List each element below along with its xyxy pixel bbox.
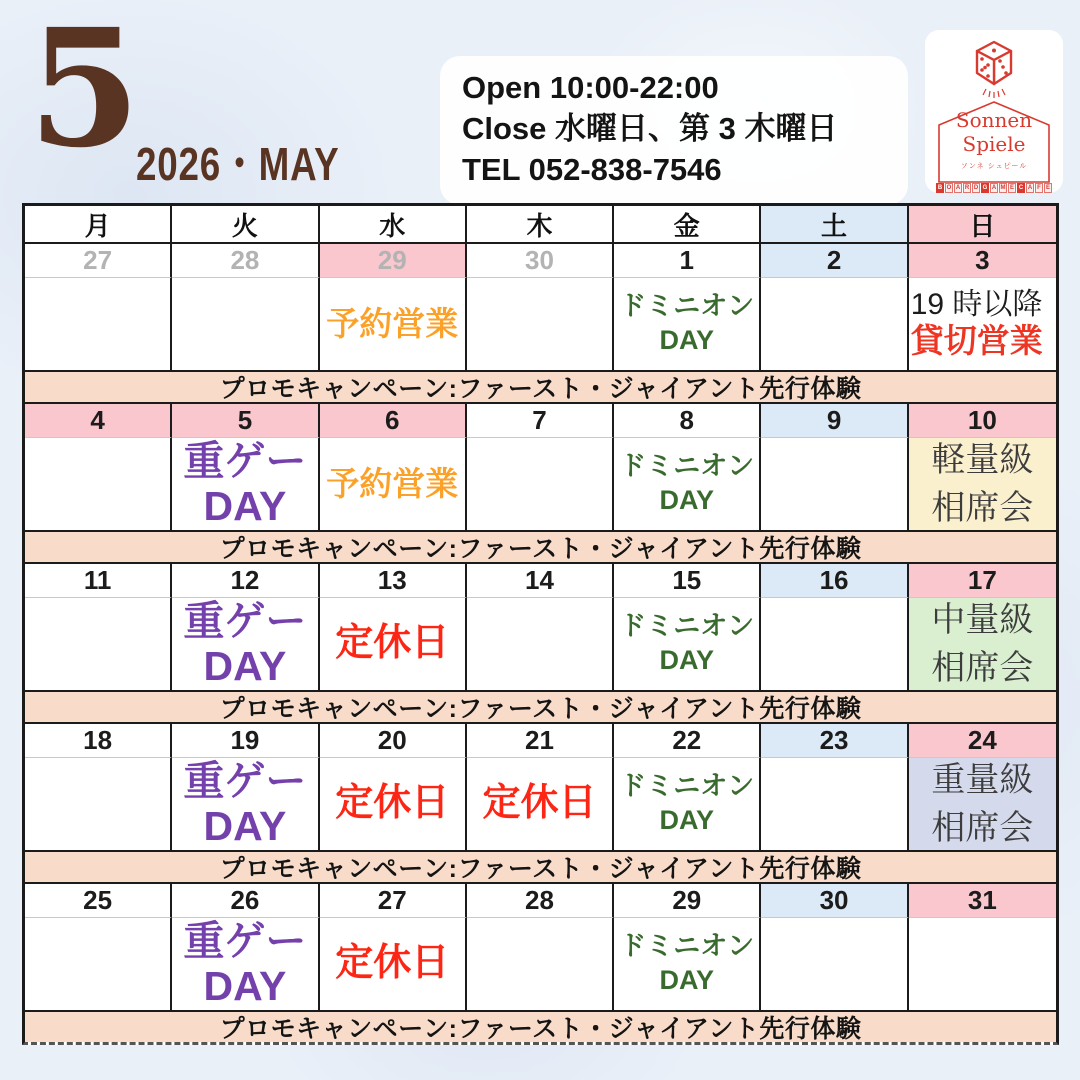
date-cell-31: 31 — [909, 884, 1056, 918]
empty-event-cell — [25, 598, 172, 692]
event-cell — [320, 598, 467, 692]
date-cell-5: 5 — [172, 404, 319, 438]
event-cell — [909, 598, 1056, 692]
event-text: 予約営業 — [326, 465, 459, 503]
event-text: ドミニオン — [619, 291, 755, 322]
empty-event-cell — [467, 438, 614, 532]
date-cell-16: 16 — [761, 564, 908, 598]
event-text: DAY — [659, 485, 715, 515]
weekday-header-土: 土 — [761, 206, 908, 244]
event-cell — [909, 758, 1056, 852]
date-cell-27: 27 — [25, 244, 172, 278]
event-text: DAY — [203, 803, 287, 849]
date-cell-13: 13 — [320, 564, 467, 598]
empty-event-cell — [761, 598, 908, 692]
event-text: 19 時以降 — [910, 287, 1043, 321]
event-cell — [614, 438, 761, 532]
logo-letter-box: O — [946, 185, 952, 191]
date-cell-6: 6 — [320, 404, 467, 438]
event-text: ドミニオン — [619, 611, 755, 642]
event-text: 重ゲー — [183, 597, 307, 644]
event-text: DAY — [659, 805, 715, 835]
date-cell-3: 3 — [909, 244, 1056, 278]
date-cell-12: 12 — [172, 564, 319, 598]
date-cell-29: 29 — [320, 244, 467, 278]
logo-letter-box: E — [1045, 185, 1050, 191]
event-cell — [467, 758, 614, 852]
promo-banner: プロモキャンペーン:ファースト・ジャイアント先行体験 — [25, 852, 1056, 884]
date-cell-21: 21 — [467, 724, 614, 758]
close-days-text: Close 水曜日、第 3 木曜日 — [462, 110, 838, 146]
empty-event-cell — [761, 438, 908, 532]
empty-event-cell — [761, 918, 908, 1012]
date-cell-17: 17 — [909, 564, 1056, 598]
date-cell-18: 18 — [25, 724, 172, 758]
weekday-header-木: 木 — [467, 206, 614, 244]
event-text: 定休日 — [335, 622, 450, 665]
year-month-label: 2026・MAY — [136, 138, 340, 190]
event-cell — [614, 278, 761, 372]
empty-event-cell — [25, 758, 172, 852]
event-cell — [614, 598, 761, 692]
date-cell-25: 25 — [25, 884, 172, 918]
shop-info-box — [440, 56, 908, 205]
empty-event-cell — [761, 758, 908, 852]
date-cell-1: 1 — [614, 244, 761, 278]
empty-event-cell — [467, 598, 614, 692]
event-text: 定休日 — [335, 782, 450, 825]
calendar — [22, 203, 1059, 1045]
logo-letter-box: M — [1000, 185, 1006, 191]
weekday-header-月: 月 — [25, 206, 172, 244]
event-cell — [172, 918, 319, 1012]
event-text: DAY — [659, 325, 715, 355]
logo-letter-box: B — [937, 185, 943, 191]
date-cell-30: 30 — [761, 884, 908, 918]
event-text: 貸切営業 — [910, 322, 1043, 360]
date-cell-22: 22 — [614, 724, 761, 758]
date-cell-8: 8 — [614, 404, 761, 438]
event-text: DAY — [203, 963, 287, 1009]
date-cell-2: 2 — [761, 244, 908, 278]
event-cell — [172, 598, 319, 692]
empty-event-cell — [25, 278, 172, 372]
date-cell-28: 28 — [467, 884, 614, 918]
event-cell — [909, 438, 1056, 532]
event-text: 重ゲー — [183, 757, 307, 804]
empty-event-cell — [909, 918, 1056, 1012]
empty-event-cell — [25, 918, 172, 1012]
logo-letter-box: F — [1035, 183, 1043, 193]
date-cell-9: 9 — [761, 404, 908, 438]
date-cell-14: 14 — [467, 564, 614, 598]
promo-banner: プロモキャンペーン:ファースト・ジャイアント先行体験 — [25, 532, 1056, 564]
event-text: 軽量級 — [931, 440, 1034, 479]
event-cell — [614, 758, 761, 852]
event-cell — [320, 438, 467, 532]
logo-letter-box: C — [1018, 185, 1024, 191]
date-cell-4: 4 — [25, 404, 172, 438]
logo-letter-box: A — [955, 185, 961, 191]
event-text: 重量級 — [931, 760, 1034, 799]
event-cell — [172, 438, 319, 532]
weekday-header-金: 金 — [614, 206, 761, 244]
date-cell-30: 30 — [467, 244, 614, 278]
promo-banner: プロモキャンペーン:ファースト・ジャイアント先行体験 — [25, 692, 1056, 724]
event-text: DAY — [203, 643, 287, 689]
logo-letter-box: A — [1027, 185, 1033, 191]
event-text: ドミニオン — [619, 771, 755, 802]
promo-banner: プロモキャンペーン:ファースト・ジャイアント先行体験 — [25, 372, 1056, 404]
event-text: 重ゲー — [183, 437, 307, 484]
logo-letter-box: G — [982, 185, 988, 191]
date-cell-26: 26 — [172, 884, 319, 918]
date-cell-29: 29 — [614, 884, 761, 918]
empty-event-cell — [172, 278, 319, 372]
logo-name-line1: Sonnen — [955, 108, 1033, 132]
date-cell-28: 28 — [172, 244, 319, 278]
event-text: 相席会 — [931, 809, 1034, 847]
event-text: 中量級 — [931, 600, 1034, 639]
logo-letter-box: R — [964, 185, 970, 191]
sparkle-rays — [983, 89, 1005, 98]
empty-event-cell — [467, 278, 614, 372]
event-text: 重ゲー — [183, 917, 307, 964]
date-cell-11: 11 — [25, 564, 172, 598]
date-cell-24: 24 — [909, 724, 1056, 758]
date-cell-10: 10 — [909, 404, 1056, 438]
weekday-header-火: 火 — [172, 206, 319, 244]
event-text: ドミニオン — [619, 931, 755, 962]
event-text: DAY — [659, 645, 715, 675]
logo-house-frame — [935, 99, 1053, 180]
logo-letter-box: A — [991, 185, 997, 191]
date-cell-27: 27 — [320, 884, 467, 918]
shop-logo — [925, 30, 1063, 193]
date-cell-15: 15 — [614, 564, 761, 598]
date-cell-19: 19 — [172, 724, 319, 758]
logo-letter-box: E — [1009, 185, 1014, 191]
event-text: DAY — [203, 483, 287, 529]
event-text: 定休日 — [335, 942, 450, 985]
empty-event-cell — [25, 438, 172, 532]
promo-banner: プロモキャンペーン:ファースト・ジャイアント先行体験 — [25, 1012, 1056, 1042]
event-text: 定休日 — [482, 782, 597, 825]
open-hours-text: Open 10:00-22:00 — [462, 70, 719, 105]
event-text: 相席会 — [931, 489, 1034, 527]
event-text: ドミニオン — [619, 451, 755, 482]
event-text: 予約営業 — [326, 305, 459, 343]
logo-name-line2: Spiele — [962, 131, 1026, 156]
empty-event-cell — [761, 278, 908, 372]
event-text: 相席会 — [931, 649, 1034, 687]
empty-event-cell — [467, 918, 614, 1012]
month-number: 5 — [28, 0, 141, 184]
event-cell — [320, 758, 467, 852]
event-cell — [172, 758, 319, 852]
date-cell-20: 20 — [320, 724, 467, 758]
telephone-text: TEL 052-838-7546 — [462, 151, 722, 187]
dice-icon — [968, 39, 1020, 101]
logo-letter-box: D — [973, 185, 979, 191]
logo-kana: ソンネ シュピール — [960, 162, 1028, 171]
date-cell-7: 7 — [467, 404, 614, 438]
event-cell — [320, 918, 467, 1012]
weekday-header-日: 日 — [909, 206, 1056, 244]
event-cell — [614, 918, 761, 1012]
date-cell-23: 23 — [761, 724, 908, 758]
event-text: DAY — [659, 965, 715, 995]
event-cell — [320, 278, 467, 372]
event-cell — [909, 278, 1056, 372]
weekday-header-水: 水 — [320, 206, 467, 244]
